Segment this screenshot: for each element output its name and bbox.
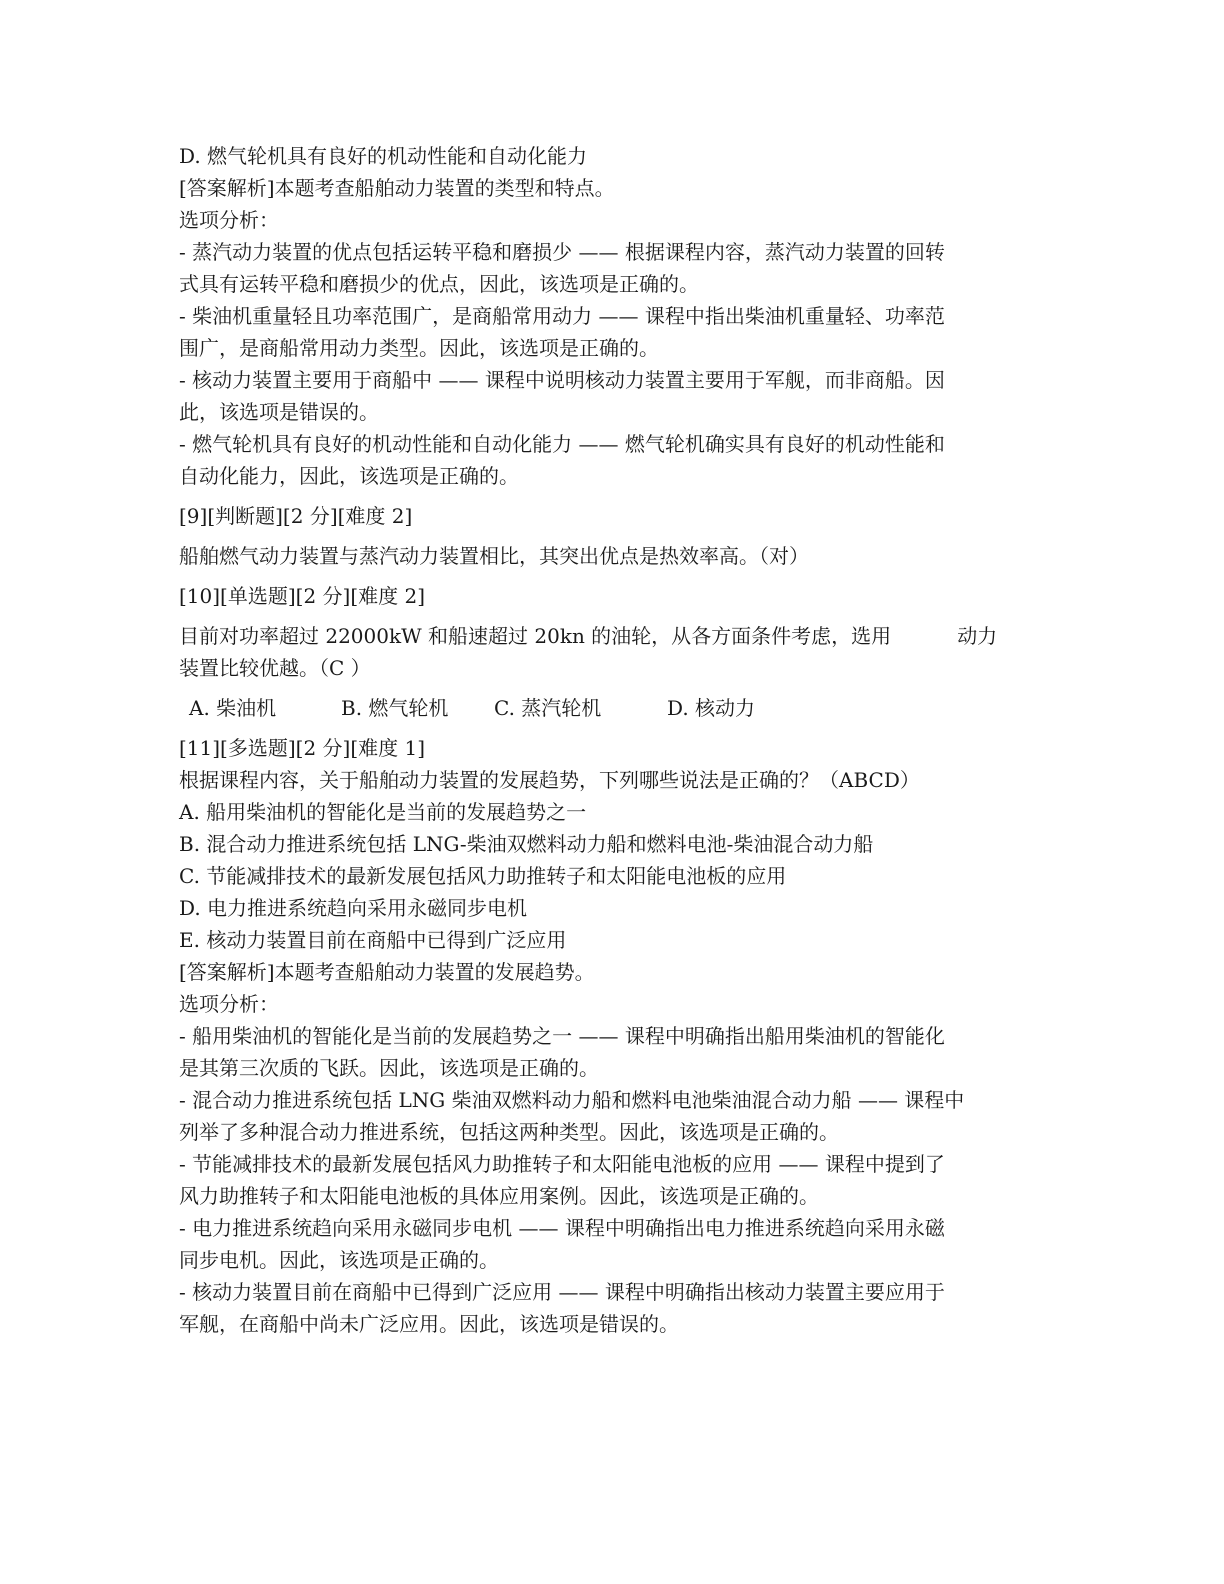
q10-stem: [179, 620, 1029, 684]
q8-analysis-label: 选项分析：: [179, 208, 279, 232]
q8-point-1-line-2: 式具有运转平稳和磨损少的优点，因此，该选项是正确的。: [179, 272, 699, 296]
q8-point-2-line-1: - 柴油机重量轻且功率范围广，是商船常用动力 —— 课程中指出柴油机重量轻、功率范: [179, 304, 945, 328]
q10-option-c: C. 蒸汽轮机: [494, 696, 602, 720]
q11-point-3-line-2: 风力助推转子和太阳能电池板的具体应用案例。因此，该选项是正确的。: [179, 1184, 819, 1208]
q9-header: [9][判断题][2 分][难度 2]: [179, 504, 413, 528]
q11-point-3: [179, 1148, 1029, 1212]
q11-point-2-line-2: 列举了多种混合动力推进系统，包括这两种类型。因此，该选项是正确的。: [179, 1120, 839, 1144]
q11-point-3-line-1: - 节能减排技术的最新发展包括风力助推转子和太阳能电池板的应用 —— 课程中提到了: [179, 1152, 945, 1176]
page-content: [179, 140, 1029, 1340]
q8-point-3: [179, 364, 1029, 428]
q11-option-a: A. 船用柴油机的智能化是当前的发展趋势之一: [179, 800, 587, 824]
q8-point-4-line-1: - 燃气轮机具有良好的机动性能和自动化能力 —— 燃气轮机确实具有良好的机动性能和: [179, 432, 945, 456]
q11-analysis-label: 选项分析：: [179, 992, 279, 1016]
q11-header: [11][多选题][2 分][难度 1]: [179, 736, 426, 760]
q10-stem-line-1: [179, 620, 1029, 652]
q10-stem-line-2: 装置比较优越。（C ）: [179, 656, 371, 680]
q8-point-1: [179, 236, 1029, 300]
q11-point-4: [179, 1212, 1029, 1276]
q11-point-5-line-2: 军舰，在商船中尚未广泛应用。因此，该选项是错误的。: [179, 1312, 679, 1336]
q10-stem-part-b: 动力: [957, 624, 998, 648]
q8-point-2: [179, 300, 1029, 364]
q11-analysis-head: [答案解析]本题考查船舶动力装置的发展趋势。: [179, 960, 595, 984]
q11-option-c: C. 节能减排技术的最新发展包括风力助推转子和太阳能电池板的应用: [179, 864, 787, 888]
q11-point-2: [179, 1084, 1029, 1148]
q11-point-1-line-2: 是其第三次质的飞跃。因此，该选项是正确的。: [179, 1056, 599, 1080]
q10-option-d: D. 核动力: [667, 696, 756, 720]
q8-point-4-line-2: 自动化能力，因此，该选项是正确的。: [179, 464, 519, 488]
q11-option-d: D. 电力推进系统趋向采用永磁同步电机: [179, 896, 528, 920]
q11-point-5-line-1: - 核动力装置目前在商船中已得到广泛应用 —— 课程中明确指出核动力装置主要应用于: [179, 1280, 945, 1304]
q8-point-2-line-2: 围广，是商船常用动力类型。因此，该选项是正确的。: [179, 336, 659, 360]
q10-option-b: B. 燃气轮机: [341, 696, 449, 720]
q11-point-4-line-2: 同步电机。因此，该选项是正确的。: [179, 1248, 499, 1272]
q11-stem: 根据课程内容，关于船舶动力装置的发展趋势，下列哪些说法是正确的？（ABCD）: [179, 768, 920, 792]
q8-point-4: [179, 428, 1029, 492]
q10-header: [10][单选题][2 分][难度 2]: [179, 584, 426, 608]
q9-stem: 船舶燃气动力装置与蒸汽动力装置相比，其突出优点是热效率高。（对）: [179, 544, 809, 568]
q10-options: [179, 692, 1029, 724]
q8-point-1-line-1: - 蒸汽动力装置的优点包括运转平稳和磨损少 —— 根据课程内容，蒸汽动力装置的回转: [179, 240, 945, 264]
q11-point-1: [179, 1020, 1029, 1084]
q11-point-2-line-1: - 混合动力推进系统包括 LNG 柴油双燃料动力船和燃料电池柴油混合动力船 —— 课程中: [179, 1088, 965, 1112]
q8-option-d: D. 燃气轮机具有良好的机动性能和自动化能力: [179, 144, 588, 168]
q11-option-e: E. 核动力装置目前在商船中已得到广泛应用: [179, 928, 567, 952]
q8-analysis-head: [答案解析]本题考查船舶动力装置的类型和特点。: [179, 176, 615, 200]
q8-point-3-line-2: 此，该选项是错误的。: [179, 400, 379, 424]
q8-point-3-line-1: - 核动力装置主要用于商船中 —— 课程中说明核动力装置主要用于军舰，而非商船。因: [179, 368, 945, 392]
q10-stem-part-a: 目前对功率超过 22000kW 和船速超过 20kn 的油轮，从各方面条件考虑，选用: [179, 624, 892, 648]
q11-point-4-line-1: - 电力推进系统趋向采用永磁同步电机 —— 课程中明确指出电力推进系统趋向采用永磁: [179, 1216, 945, 1240]
q10-option-a: A. 柴油机: [189, 696, 277, 720]
q11-option-b: B. 混合动力推进系统包括 LNG-柴油双燃料动力船和燃料电池-柴油混合动力船: [179, 832, 874, 856]
q11-point-1-line-1: - 船用柴油机的智能化是当前的发展趋势之一 —— 课程中明确指出船用柴油机的智能化: [179, 1024, 945, 1048]
q11-point-5: [179, 1276, 1029, 1340]
